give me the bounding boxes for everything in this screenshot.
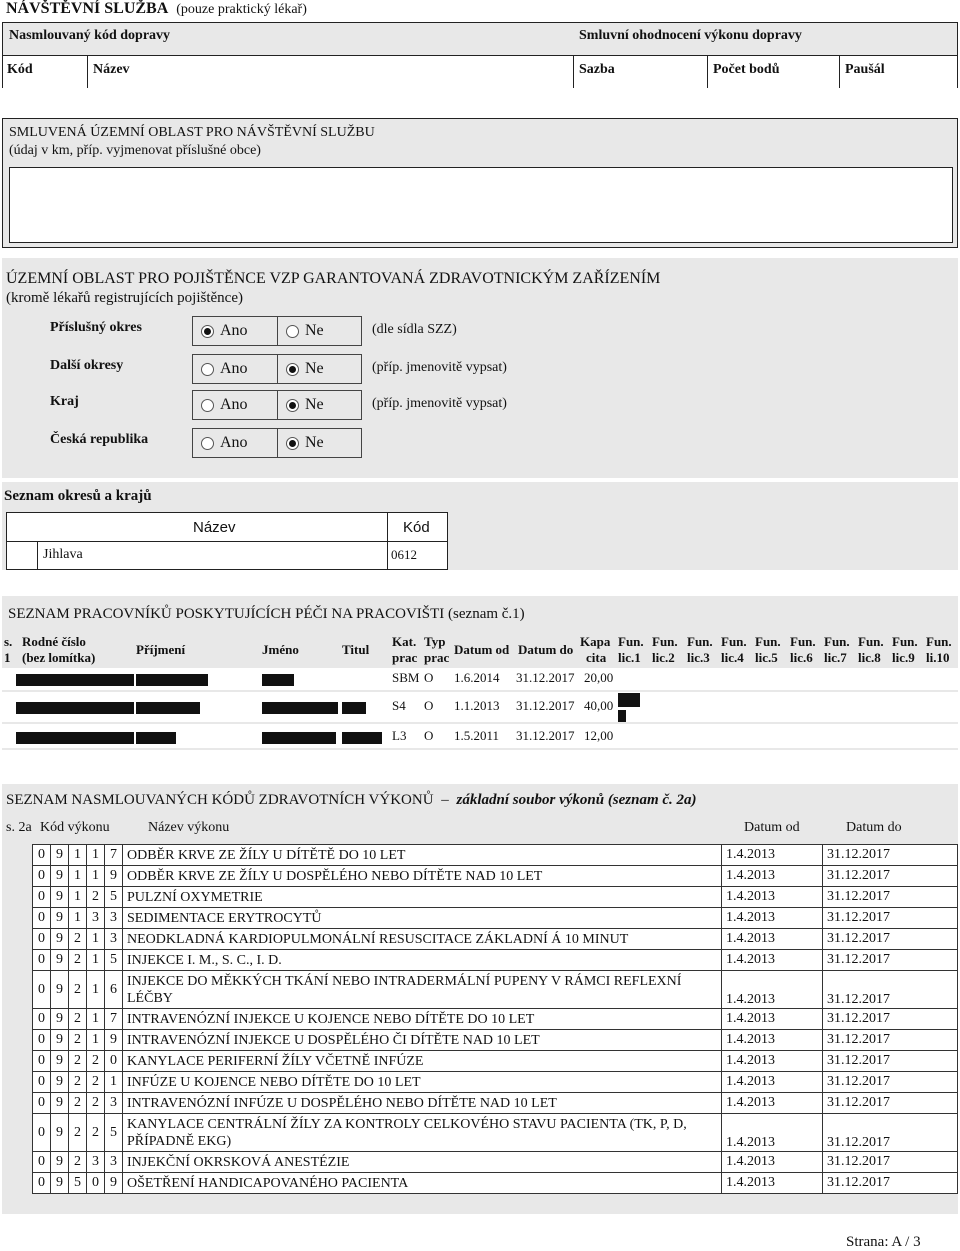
service-code-digit: 3: [105, 929, 123, 950]
service-code-digit: 1: [69, 845, 87, 866]
col-pausal: Paušál: [845, 62, 885, 77]
redacted-birth-number: [16, 702, 134, 714]
service-code-digit: 2: [69, 1114, 87, 1152]
redacted-name: [262, 732, 336, 744]
districts-col-name: Název: [193, 519, 236, 536]
service-code-digit: 2: [69, 1009, 87, 1030]
service-date-to: 31.12.2017: [823, 1114, 958, 1152]
service-code-digit: 0: [33, 1030, 51, 1051]
service-code-digit: 0: [33, 1009, 51, 1030]
service-name: INTRAVENÓZNÍ INJEKCE U DOSPĚLÉHO ČI DÍTĚTE NAD 10 LET: [123, 1030, 722, 1051]
service-code-digit: 0: [33, 971, 51, 1009]
service-name: ODBĚR KRVE ZE ŽÍLY U DÍTĚTĚ DO 10 LET: [123, 845, 722, 866]
service-code-digit: 0: [33, 845, 51, 866]
service-code-digit: 0: [33, 1173, 51, 1194]
service-name: NEODKLADNÁ KARDIOPULMONÁLNÍ RESUSCITACE ZÁKLADNÍ Á 10 MINUT: [123, 929, 722, 950]
service-row: [33, 845, 958, 866]
service-code-digit: 0: [33, 908, 51, 929]
service-code-digit: 9: [51, 887, 69, 908]
service-code-digit: 2: [87, 1051, 105, 1072]
service-name: INJEKCE I. M., S. C., I. D.: [123, 950, 722, 971]
service-code-digit: 2: [69, 929, 87, 950]
radio-checked-icon: [286, 363, 299, 376]
page-title: [6, 0, 307, 18]
service-code-digit: 9: [51, 866, 69, 887]
service-date-to: 31.12.2017: [823, 1152, 958, 1173]
service-row: [33, 1072, 958, 1093]
territory-note-dalsi: (příp. jmenovitě vypsat): [372, 360, 507, 375]
service-row: [33, 1114, 958, 1152]
district-name: Jihlava: [43, 547, 83, 562]
contract-area-subtitle: (údaj v km, příp. vyjmenovat příslušné obce): [9, 143, 261, 158]
radio-kraj-yes[interactable]: Ano: [193, 391, 277, 419]
service-code-digit: 9: [51, 1072, 69, 1093]
staff-title: SEZNAM PRACOVNÍKŮ POSKYTUJÍCÍCH PÉČI NA PRACOVIŠTI (seznam č.1): [8, 606, 525, 622]
page-title-sub: (pouze praktický lékař): [176, 2, 307, 17]
service-code-digit: 2: [69, 1093, 87, 1114]
service-code-digit: 2: [69, 971, 87, 1009]
territory-label-dalsi: Další okresy: [50, 358, 124, 373]
service-code-digit: 1: [87, 971, 105, 1009]
service-row: [33, 908, 958, 929]
service-date-to: 31.12.2017: [823, 866, 958, 887]
districts-table: [6, 512, 448, 570]
territory-note-kraj: (příp. jmenovitě vypsat): [372, 396, 507, 411]
redacted-name: [262, 674, 294, 686]
service-date-from: 1.4.2013: [722, 1072, 823, 1093]
service-code-digit: 9: [51, 1093, 69, 1114]
service-name: INTRAVENÓZNÍ INJEKCE U KOJENCE NEBO DÍTĚTE DO 10 LET: [123, 1009, 722, 1030]
service-name: KANYLACE PERIFERNÍ ŽÍLY VČETNĚ INFÚZE: [123, 1051, 722, 1072]
service-name: KANYLACE CENTRÁLNÍ ŽÍLY ZA KONTROLY CELKOVÉHO STAVU PACIENTA (TK, P, D, PŘÍPADNĚ EKG): [123, 1114, 722, 1152]
territory-note-okres: (dle sídla SZZ): [372, 322, 457, 337]
redacted-birth-number: [16, 674, 134, 686]
redacted-birth-number: [16, 732, 134, 744]
radio-group-kraj: [192, 390, 362, 420]
service-code-digit: 2: [69, 950, 87, 971]
service-code-digit: 0: [33, 887, 51, 908]
staff-row: SBM O 1.6.2014 31.12.2017 20,00: [2, 668, 958, 690]
service-code-digit: 7: [105, 1009, 123, 1030]
service-code-digit: 0: [33, 929, 51, 950]
service-date-to: 31.12.2017: [823, 1072, 958, 1093]
service-row: [33, 1009, 958, 1030]
radio-group-okres: [192, 316, 362, 346]
service-code-digit: 1: [69, 908, 87, 929]
service-code-digit: 2: [69, 1051, 87, 1072]
redacted-title: [342, 702, 366, 714]
radio-group-cr: [192, 428, 362, 458]
territory-title: ÚZEMNÍ OBLAST PRO POJIŠTĚNCE VZP GARANTOVANÁ ZDRAVOTNICKÝM ZAŘÍZENÍM: [6, 270, 661, 287]
service-code-digit: 9: [51, 1152, 69, 1173]
service-row: [33, 1093, 958, 1114]
contract-area-input[interactable]: [9, 167, 953, 243]
radio-empty-icon: [201, 399, 214, 412]
territory-label-cr: Česká republika: [50, 432, 149, 447]
radio-checked-icon: [286, 399, 299, 412]
redacted-license: [618, 710, 626, 722]
territory-label-okres: Příslušný okres: [50, 320, 142, 335]
service-name: SEDIMENTACE ERYTROCYTŮ: [123, 908, 722, 929]
service-row: [33, 1030, 958, 1051]
radio-empty-icon: [201, 363, 214, 376]
service-code-digit: 1: [87, 866, 105, 887]
page-number: Strana: A / 3: [846, 1234, 921, 1250]
radio-empty-icon: [201, 437, 214, 450]
service-code-digit: 0: [33, 866, 51, 887]
districts-title: Seznam okresů a krajů: [4, 488, 152, 504]
service-name: INJEKČNÍ OKRSKOVÁ ANESTÉZIE: [123, 1152, 722, 1173]
service-code-digit: 2: [87, 1114, 105, 1152]
service-date-to: 31.12.2017: [823, 929, 958, 950]
service-date-to: 31.12.2017: [823, 950, 958, 971]
service-code-digit: 5: [105, 887, 123, 908]
service-code-digit: 5: [105, 950, 123, 971]
service-row: [33, 887, 958, 908]
service-code-digit: 9: [51, 1114, 69, 1152]
service-code-digit: 0: [87, 1173, 105, 1194]
service-code-digit: 7: [105, 845, 123, 866]
radio-kraj-no[interactable]: Ne: [277, 391, 361, 419]
radio-dalsi-yes[interactable]: Ano: [193, 355, 277, 383]
service-row: [33, 866, 958, 887]
service-code-digit: 2: [87, 1072, 105, 1093]
redacted-surname: [136, 702, 200, 714]
districts-col-code: Kód: [403, 519, 430, 536]
service-code-digit: 0: [105, 1051, 123, 1072]
service-code-digit: 2: [69, 1030, 87, 1051]
service-date-to: 31.12.2017: [823, 1173, 958, 1194]
service-code-digit: 1: [87, 1030, 105, 1051]
radio-checked-icon: [201, 325, 214, 338]
radio-dalsi-no[interactable]: Ne: [277, 355, 361, 383]
service-code-digit: 3: [105, 1152, 123, 1173]
radio-okres-no[interactable]: Ne: [277, 317, 361, 345]
redacted-surname: [136, 732, 176, 744]
service-code-digit: 0: [33, 950, 51, 971]
service-date-from: 1.4.2013: [722, 1030, 823, 1051]
service-code-digit: 3: [105, 908, 123, 929]
redacted-name: [262, 702, 338, 714]
territory-subtitle: (kromě lékařů registrujících pojištěnce): [6, 290, 243, 306]
page-title-main: NÁVŠTĚVNÍ SLUŽBA: [6, 0, 169, 17]
service-date-to: 31.12.2017: [823, 1051, 958, 1072]
service-date-to: 31.12.2017: [823, 1093, 958, 1114]
service-code-digit: 2: [87, 887, 105, 908]
service-code-digit: 1: [87, 950, 105, 971]
service-date-from: 1.4.2013: [722, 929, 823, 950]
col-kod: Kód: [7, 62, 33, 77]
service-row: [33, 971, 958, 1009]
service-code-digit: 5: [69, 1173, 87, 1194]
radio-okres-yes[interactable]: Ano: [193, 317, 277, 345]
service-code-digit: 9: [51, 971, 69, 1009]
service-date-from: 1.4.2013: [722, 866, 823, 887]
redacted-license: [618, 693, 640, 707]
service-code-digit: 3: [87, 908, 105, 929]
service-date-to: 31.12.2017: [823, 1009, 958, 1030]
service-date-from: 1.4.2013: [722, 908, 823, 929]
service-code-digit: 1: [87, 1009, 105, 1030]
service-name: ODBĚR KRVE ZE ŽÍLY U DOSPĚLÉHO NEBO DÍTĚTE NAD 10 LET: [123, 866, 722, 887]
col-pocet-bodu: Počet bodů: [713, 62, 780, 77]
service-name: PULZNÍ OXYMETRIE: [123, 887, 722, 908]
service-code-digit: 9: [105, 1173, 123, 1194]
service-date-from: 1.4.2013: [722, 971, 823, 1009]
contract-area-title: SMLUVENÁ ÚZEMNÍ OBLAST PRO NÁVŠTĚVNÍ SLUŽBU: [9, 125, 375, 140]
service-date-from: 1.4.2013: [722, 950, 823, 971]
service-name: INTRAVENÓZNÍ INFÚZE U DOSPĚLÉHO NEBO DÍTĚTE NAD 10 LET: [123, 1093, 722, 1114]
service-code-digit: 9: [51, 1051, 69, 1072]
service-date-to: 31.12.2017: [823, 908, 958, 929]
staff-row: S4 O 1.1.2013 31.12.2017 40,00: [2, 692, 958, 722]
service-code-digit: 0: [33, 1051, 51, 1072]
service-code-digit: 9: [105, 1030, 123, 1051]
services-block: SEZNAM NASMLOUVANÝCH KÓDŮ ZDRAVOTNÍCH VÝKONŮ – základní soubor výkonů (seznam č. 2a) s. 2a Kód výkonu Název výkonu Datum od Datum do: [2, 784, 958, 1214]
services-table: [32, 844, 958, 1194]
service-code-digit: 9: [105, 866, 123, 887]
service-name: OŠETŘENÍ HANDICAPOVANÉHO PACIENTA: [123, 1173, 722, 1194]
service-row: [33, 950, 958, 971]
service-date-from: 1.4.2013: [722, 1093, 823, 1114]
service-date-from: 1.4.2013: [722, 1114, 823, 1152]
transport-code-label: Nasmlouvaný kód dopravy: [9, 28, 171, 43]
service-row: [33, 1173, 958, 1194]
service-code-digit: 0: [33, 1072, 51, 1093]
radio-group-dalsi: [192, 354, 362, 384]
service-row: [33, 1051, 958, 1072]
service-name: INJEKCE DO MĚKKÝCH TKÁNÍ NEBO INTRADERMÁLNÍ PUPENY V RÁMCI REFLEXNÍ LÉČBY: [123, 971, 722, 1009]
service-code-digit: 3: [87, 1152, 105, 1173]
radio-cr-yes[interactable]: Ano: [193, 429, 277, 457]
service-code-digit: 1: [105, 1072, 123, 1093]
service-date-from: 1.4.2013: [722, 887, 823, 908]
radio-empty-icon: [286, 325, 299, 338]
service-code-digit: 1: [69, 887, 87, 908]
service-code-digit: 9: [51, 929, 69, 950]
service-name: INFÚZE U KOJENCE NEBO DÍTĚTE DO 10 LET: [123, 1072, 722, 1093]
service-code-digit: 9: [51, 1030, 69, 1051]
service-code-digit: 9: [51, 845, 69, 866]
col-nazev: Název: [93, 62, 130, 77]
territory-block: [2, 258, 958, 478]
radio-checked-icon: [286, 437, 299, 450]
service-row: [33, 929, 958, 950]
service-code-digit: 5: [105, 1114, 123, 1152]
service-code-digit: 0: [33, 1152, 51, 1173]
service-code-digit: 1: [87, 845, 105, 866]
service-code-digit: 0: [33, 1114, 51, 1152]
service-code-digit: 9: [51, 1009, 69, 1030]
redacted-surname: [136, 674, 208, 686]
services-title: SEZNAM NASMLOUVANÝCH KÓDŮ ZDRAVOTNÍCH VÝKONŮ – základní soubor výkonů (seznam č. 2a): [6, 792, 697, 808]
redacted-title: [342, 732, 382, 744]
service-code-digit: 6: [105, 971, 123, 1009]
districts-block: [2, 482, 958, 570]
service-code-digit: 2: [87, 1093, 105, 1114]
radio-cr-no[interactable]: Ne: [277, 429, 361, 457]
service-date-from: 1.4.2013: [722, 1173, 823, 1194]
service-date-from: 1.4.2013: [722, 845, 823, 866]
service-code-digit: 1: [87, 929, 105, 950]
service-date-to: 31.12.2017: [823, 887, 958, 908]
service-row: [33, 1152, 958, 1173]
service-date-from: 1.4.2013: [722, 1009, 823, 1030]
service-code-digit: 9: [51, 950, 69, 971]
service-code-digit: 9: [51, 1173, 69, 1194]
service-date-from: 1.4.2013: [722, 1152, 823, 1173]
transport-valuation-label: Smluvní ohodnocení výkonu dopravy: [579, 28, 802, 43]
service-code-digit: 3: [105, 1093, 123, 1114]
transport-columns-row: [3, 55, 957, 88]
territory-label-kraj: Kraj: [50, 394, 79, 409]
contract-area-block: [2, 118, 958, 248]
service-code-digit: 2: [69, 1152, 87, 1173]
service-date-to: 31.12.2017: [823, 845, 958, 866]
district-code: 0612: [391, 547, 417, 562]
col-sazba: Sazba: [579, 62, 615, 77]
service-code-digit: 9: [51, 908, 69, 929]
service-date-to: 31.12.2017: [823, 971, 958, 1009]
transport-block: [2, 22, 958, 88]
service-code-digit: 1: [69, 866, 87, 887]
staff-header-row: s. 1 Rodné číslo (bez lomítka) Příjmení Jméno Titul Kat. prac Typ prac Datum od Datum do Kapa cita Fun. lic.1 Fun. lic.2 Fun. lic.3 Fun. lic.4 Fun. lic.5 Fun. lic.6 Fun. lic.7 Fun. lic.8 Fun. lic.9 Fun. li.10: [4, 634, 952, 665]
service-code-digit: 2: [69, 1072, 87, 1093]
service-code-digit: 0: [33, 1093, 51, 1114]
staff-row: L3 O 1.5.2011 31.12.2017 12,00: [2, 724, 958, 748]
service-date-to: 31.12.2017: [823, 1030, 958, 1051]
service-date-from: 1.4.2013: [722, 1051, 823, 1072]
